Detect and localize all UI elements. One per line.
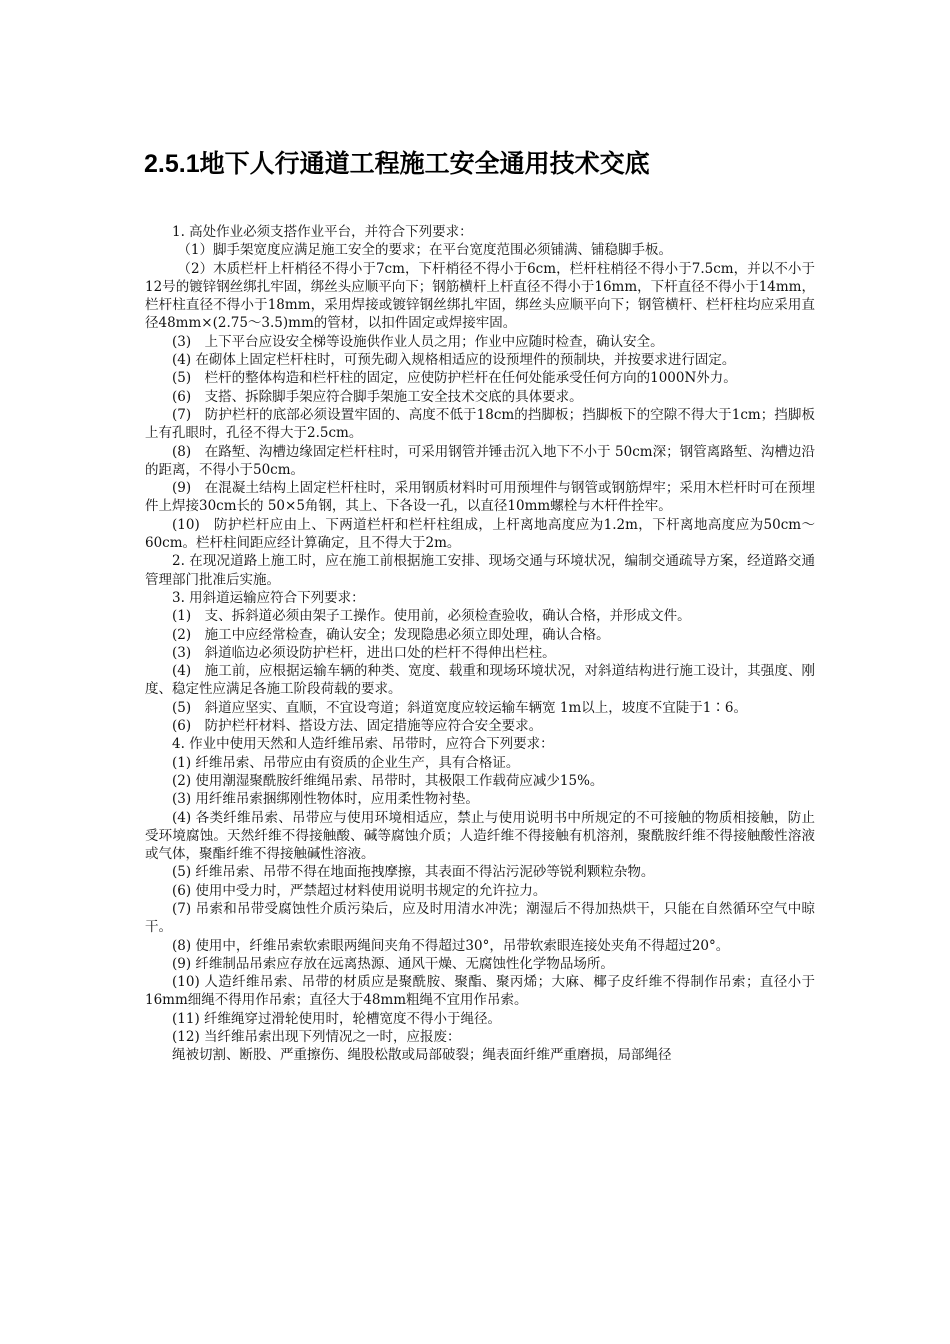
- paragraph: (4) 施工前，应根据运输车辆的种类、宽度、载重和现场环境状况，对斜道结构进行施工设计，其强度、刚度、稳定性应满足各施工阶段荷载的要求。: [145, 663, 815, 698]
- paragraph: （1）脚手架宽度应满足施工安全的要求；在平台宽度范围必须铺满、铺稳脚手板。: [177, 242, 672, 259]
- paragraph: (3) 用纤维吊索捆绑刚性物体时，应用柔性物衬垫。: [172, 791, 479, 808]
- paragraph: 4. 作业中使用天然和人造纤维吊索、吊带时，应符合下列要求：: [172, 736, 554, 753]
- document-title: 2.5.1地下人行通道工程施工安全通用技术交底: [144, 150, 650, 178]
- paragraph: (5) 斜道应坚实、直顺，不宜设弯道；斜道宽度应较运输车辆宽 1m以上，坡度不宜陡于1∶6。: [172, 699, 747, 716]
- paragraph: (4) 在砌体上固定栏杆柱时，可预先砌入规格相适应的设预埋件的预制块，并按要求进行固定。: [172, 352, 736, 369]
- paragraph: (6) 防护栏杆材料、搭设方法、固定措施等应符合安全要求。: [172, 718, 543, 735]
- paragraph: 绳被切割、断股、严重擦伤、绳股松散或局部破裂；绳表面纤维严重磨损，局部绳径: [172, 1047, 672, 1064]
- paragraph: (8) 在路堑、沟槽边缘固定栏杆柱时，可采用钢管并锤击沉入地下不小于 50cm深；钢管离路堑、沟槽边沿的距离，不得小于50cm。: [145, 443, 815, 478]
- paragraph: (9) 纤维制品吊索应存放在远离热源、通风干燥、无腐蚀性化学物品场所。: [172, 955, 614, 972]
- paragraph: (3) 上下平台应设安全梯等设施供作业人员之用；作业中应随时检查，确认安全。: [172, 333, 664, 350]
- paragraph: 2. 在现况道路上施工时，应在施工前根据施工安排、现场交通与环境状况，编制交通疏导方案，经道路交通管理部门批准后实施。: [145, 553, 815, 588]
- paragraph: (2) 施工中应经常检查，确认安全；发现隐患必须立即处理，确认合格。: [172, 626, 610, 643]
- paragraph: (4) 各类纤维吊索、吊带应与使用环境相适应，禁止与使用说明书中所规定的不可接触的物质相接触，防止受环境腐蚀。天然纤维不得接触酸、碱等腐蚀介质；人造纤维不得接触有机溶剂，聚酰胺纤维不得接触酸性溶液或气体，聚酯纤维不得接触碱性溶液。: [145, 809, 815, 863]
- paragraph: (7) 防护栏杆的底部必须设置牢固的、高度不低于18cm的挡脚板；挡脚板下的空隙不得大于1cm；挡脚板上有孔眼时，孔径不得大于2.5cm。: [145, 406, 815, 442]
- paragraph: (6) 支搭、拆除脚手架应符合脚手架施工安全技术交底的具体要求。: [172, 388, 583, 405]
- paragraph: (5) 纤维吊索、吊带不得在地面拖拽摩擦，其表面不得沾污泥砂等锐利颗粒杂物。: [172, 864, 655, 881]
- paragraph: 3. 用斜道运输应符合下列要求：: [172, 589, 365, 606]
- paragraph: (9) 在混凝土结构上固定栏杆柱时，采用钢质材料时可用预埋件与钢管或钢筋焊牢；采用木栏杆时可在预埋件上焊接30cm长的 50×5角钢，其上、下各设一孔，以直径10mm螺栓与木杆件拴牢。: [145, 480, 815, 515]
- paragraph: (3) 斜道临边必须设防护栏杆，进出口处的栏杆不得伸出栏柱。: [172, 644, 556, 661]
- paragraph: (8) 使用中，纤维吊索软索眼两绳间夹角不得超过30°，吊带软索眼连接处夹角不得超过20°。: [172, 937, 730, 954]
- paragraph: (5) 栏杆的整体构造和栏杆柱的固定，应使防护栏杆在任何处能承受任何方向的1000N外力。: [172, 370, 737, 387]
- paragraph: （2）木质栏杆上杆梢径不得小于7cm，下杆梢径不得小于6cm，栏杆柱梢径不得小于7.5cm，并以不小于12号的镀锌钢丝绑扎牢固，绑丝头应顺平向下；钢筋横杆上杆直径不得小于16mm，下杆直径不得小于14mm，栏杆柱直径不得小于18mm，采用焊接或镀锌钢丝绑扎牢固，绑丝头应顺平向下；钢管横杆、栏杆柱均应采用直径48mm×(2.75～3.5)mm的管材，以扣件固定或焊接牢固。: [145, 260, 815, 332]
- paragraph: (1) 支、拆斜道必须由架子工操作。使用前，必须检查验收，确认合格，并形成文件。: [172, 608, 691, 625]
- paragraph: (7) 吊索和吊带受腐蚀性介质污染后，应及时用清水冲洗；潮湿后不得加热烘干，只能在自然循环空气中晾干。: [145, 900, 815, 936]
- paragraph: (10) 防护栏杆应由上、下两道栏杆和栏杆柱组成，上杆离地高度应为1.2m，下杆离地高度应为50cm～60cm。栏杆柱间距应经计算确定，且不得大于2m。: [145, 516, 815, 552]
- paragraph: (1) 纤维吊索、吊带应由有资质的企业生产，具有合格证。: [172, 754, 520, 771]
- paragraph: (12) 当纤维吊索出现下列情况之一时，应报废：: [172, 1029, 461, 1046]
- paragraph: (2) 使用潮湿聚酰胺纤维绳吊索、吊带时，其极限工作载荷应减少15%。: [172, 772, 604, 789]
- paragraph: (6) 使用中受力时，严禁超过材料使用说明书规定的允许拉力。: [172, 882, 547, 899]
- paragraph: (10) 人造纤维吊索、吊带的材质应是聚酰胺、聚酯、聚丙烯；大麻、椰子皮纤维不得制作吊索；直径小于16mm细绳不得用作吊索；直径大于48mm粗绳不宜用作吊索。: [145, 974, 815, 1009]
- paragraph: 1. 高处作业必须支搭作业平台，并符合下列要求：: [172, 224, 473, 240]
- paragraph: (11) 纤维绳穿过滑轮使用时，轮槽宽度不得小于绳径。: [172, 1010, 502, 1027]
- document-body: [145, 223, 815, 1065]
